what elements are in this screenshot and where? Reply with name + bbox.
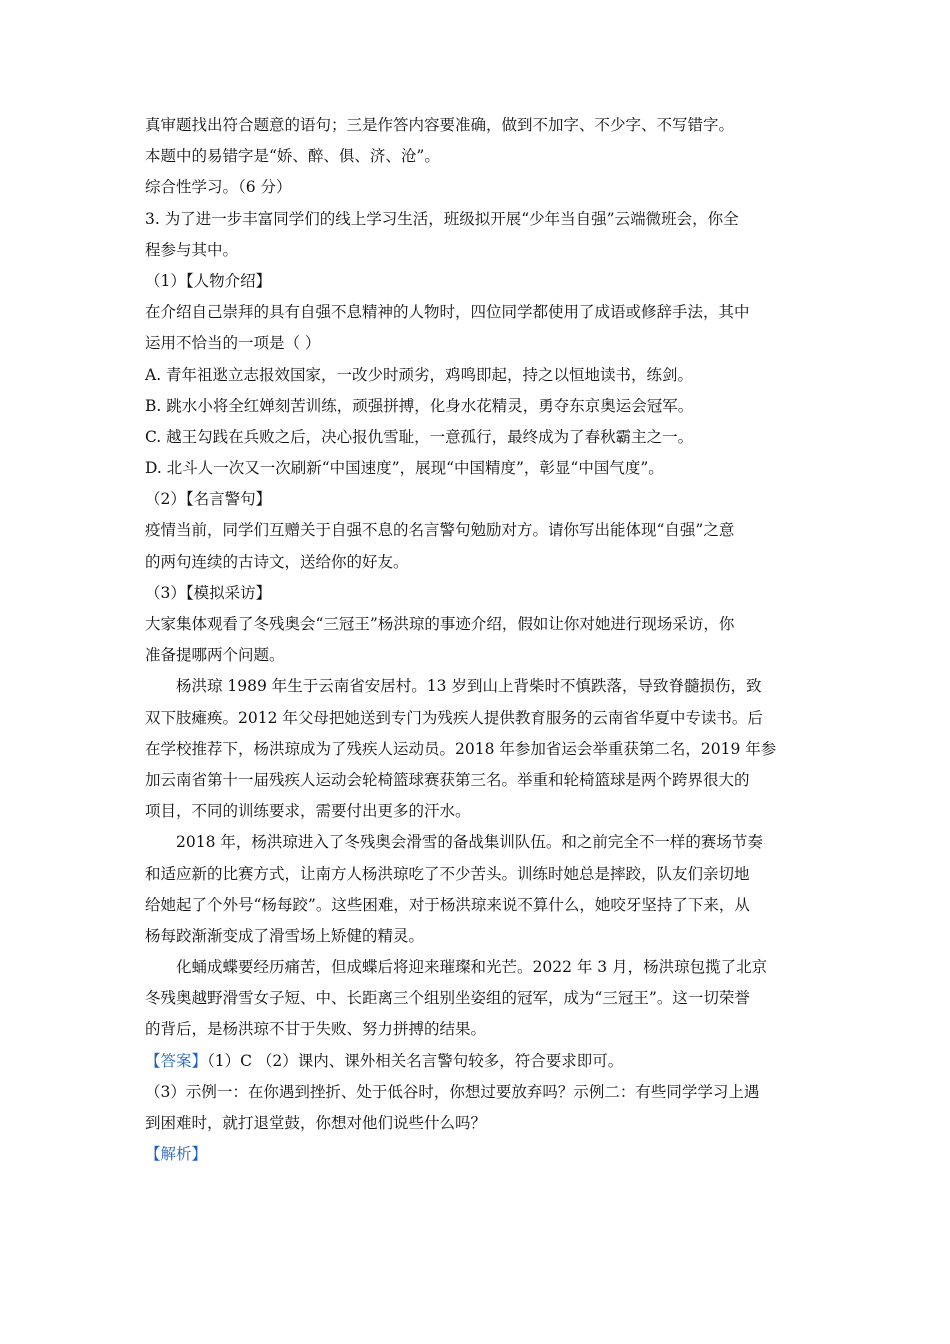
answer-line: [145, 1046, 805, 1077]
option-c: C. 越王勾践在兵败之后，决心报仇雪耻，一意孤行，最终成为了春秋霸主之一。: [145, 427, 694, 446]
passage-line: 加云南省第十一届残疾人运动会轮椅篮球赛获第三名。举重和轮椅篮球是两个跨界很大的: [145, 770, 750, 789]
text-line: 真审题找出符合题意的语句；三是作答内容要准确，做到不加字、不少字、不写错字。: [145, 116, 735, 134]
text-line: 本题中的易错字是“娇、醉、俱、济、沧”。: [145, 147, 440, 166]
analysis-tag: 【解析】: [145, 1145, 208, 1164]
answer-line: 到困难时，就打退堂鼓，你想对他们说些什么吗？: [145, 1114, 487, 1132]
passage-line: 化蛹成蝶要经历痛苦，但成蝶后将迎来璀璨和光芒。2022 年 3 月，杨洪琼包揽了北京: [176, 958, 768, 977]
answer-tag: 【答案】: [145, 1051, 208, 1070]
subquestion-heading: （1）【人物介绍】: [145, 271, 272, 290]
passage-line: 冬残奥越野滑雪女子短、中、长距离三个组别坐姿组的冠军，成为“三冠王”。这一切荣誉: [145, 989, 750, 1008]
passage-line: 的背后，是杨洪琼不甘于失败、努力拼搏的结果。: [145, 1020, 487, 1039]
passage-line: 和适应新的比赛方式，让南方人杨洪琼吃了不少苦头。训练时她总是摔跤，队友们亲切地: [145, 864, 750, 883]
option-d: D. 北斗人一次又一次刷新“中国速度”，展现“中国精度”，彰显“中国气度”。: [145, 459, 664, 478]
text-line: 运用不恰当的一项是（ ）: [145, 334, 321, 353]
text-line: 准备提哪两个问题。: [145, 646, 285, 665]
text-line: 在介绍自己崇拜的具有自强不息精神的人物时，四位同学都使用了成语或修辞手法，其中: [145, 303, 750, 322]
passage-line: 杨洪琼 1989 年生于云南省安居村。13 岁到山上背柴时不慎跌落，导致脊髓损伤，致: [176, 677, 762, 696]
passage-line: 在学校推荐下，杨洪琼成为了残疾人运动员。2018 年参加省运会举重获第二名，2019 年参: [145, 739, 777, 758]
text-line: 的两句连续的古诗文，送给你的好友。: [145, 552, 409, 571]
passage-line: 给她起了个外号“杨每跤”。这些困难，对于杨洪琼来说不算什么，她咬牙坚持了下来，从: [145, 895, 750, 914]
subquestion-heading: （2）【名言警句】: [145, 490, 272, 509]
option-b: B. 跳水小将全红婵刻苦训练，顽强拼搏，化身水花精灵，勇夺东京奥运会冠军。: [145, 396, 694, 415]
passage-line: 杨每跤渐渐变成了滑雪场上矫健的精灵。: [145, 926, 425, 945]
text-line: 疫情当前，同学们互赠关于自强不息的名言警句勉励对方。请你写出能体现“自强”之意: [145, 521, 735, 540]
section-heading: 综合性学习。（6 分）: [145, 178, 292, 197]
subquestion-heading: （3）【模拟采访】: [145, 583, 272, 602]
question-stem: 3. 为了进一步丰富同学们的线上学习生活，班级拟开展“少年当自强”云端微班会，你全: [145, 209, 739, 228]
answer-text: （1）C （2）课内、课外相关名言警句较多，符合要求即可。: [207, 1051, 624, 1070]
passage-line: 2018 年，杨洪琼进入了冬残奥会滑雪的备战集训队伍。和之前完全不一样的赛场节奏: [176, 833, 763, 852]
analysis-line: [145, 1139, 805, 1170]
passage-line: 双下肢瘫痪。2012 年父母把她送到专门为残疾人提供教育服务的云南省华夏中专读书。后: [145, 708, 763, 727]
document-page: [145, 110, 805, 1170]
text-line: 大家集体观看了冬残奥会“三冠王”杨洪琼的事迹介绍，假如让你对她进行现场采访，你: [145, 615, 735, 633]
option-a: A. 青年祖逖立志报效国家，一改少时顽劣，鸡鸣即起，持之以恒地读书，练剑。: [145, 365, 694, 384]
passage-line: 项目，不同的训练要求，需要付出更多的汗水。: [145, 802, 471, 821]
question-stem: 程参与其中。: [145, 240, 239, 259]
answer-line: （3）示例一：在你遇到挫折、处于低谷时，你想过要放弃吗？示例二：有些同学学习上遇: [145, 1082, 760, 1101]
